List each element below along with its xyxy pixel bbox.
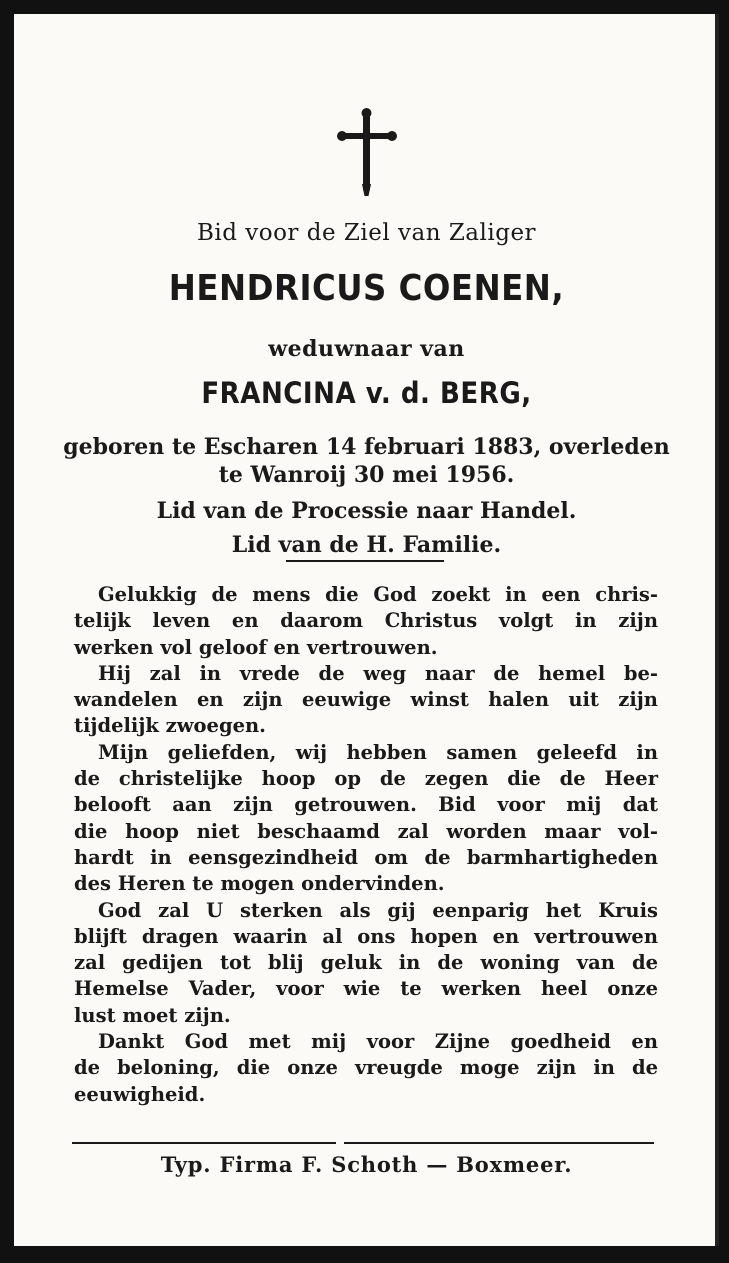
membership-line: Lid van de H. Familie. xyxy=(231,532,502,558)
prayer-text xyxy=(74,582,658,1108)
relation-line: weduwnaar van xyxy=(268,336,465,362)
divider xyxy=(344,1142,654,1144)
prayer-line: tijdelijk zwoegen. xyxy=(74,714,266,738)
prayer-line: wandelen en zijn eeuwige winst halen uit zijn xyxy=(74,688,658,712)
birth-death-line: geboren te Escharen 14 februari 1883, overleden xyxy=(63,434,670,460)
prayer-line: die hoop niet beschaamd zal worden maar vol- xyxy=(74,819,658,843)
cross-icon xyxy=(337,106,397,196)
prayer-line: Dankt God met mij voor Zijne goedheid en xyxy=(98,1030,658,1054)
prayer-line: des Heren te mogen ondervinden. xyxy=(74,872,445,896)
death-place-line: te Wanroij 30 mei 1956. xyxy=(218,462,515,488)
intro-line: Bid voor de Ziel van Zaliger xyxy=(196,220,537,246)
divider xyxy=(286,560,444,562)
prayer-line: Gelukkig de mens die God zoekt in een chris- xyxy=(98,583,658,606)
memorial-card xyxy=(14,14,719,1246)
prayer-line: hardt in eensgezindheid om de barmhartigheden xyxy=(74,845,658,869)
printer-credit: Typ. Firma F. Schoth — Boxmeer. xyxy=(160,1152,573,1177)
prayer-line: blijft dragen waarin al ons hopen en vertrouwen xyxy=(74,924,658,948)
prayer-line: lust moet zijn. xyxy=(74,1003,231,1027)
prayer-line: werken vol geloof en vertrouwen. xyxy=(74,635,438,659)
prayer-line: belooft aan zijn getrouwen. Bid voor mij dat xyxy=(74,793,658,817)
prayer-line: Hij zal in vrede de weg naar de hemel be- xyxy=(98,661,658,685)
deceased-name: HENDRICUS COENEN, xyxy=(168,268,565,309)
divider xyxy=(72,1142,336,1144)
prayer-line: de beloning, die onze vreugde moge zijn in de xyxy=(74,1056,658,1080)
prayer-line: Hemelse Vader, voor wie te werken heel onze xyxy=(74,977,658,1001)
prayer-line: Mijn geliefden, wij hebben samen geleefd in xyxy=(98,740,658,764)
prayer-line: telijk leven en daarom Christus volgt in zijn xyxy=(74,609,658,633)
prayer-line: de christelijke hoop op de zegen die de Heer xyxy=(74,767,658,791)
spouse-name: FRANCINA v. d. BERG, xyxy=(201,376,532,410)
prayer-line: zal gedijen tot blij geluk in de woning van de xyxy=(74,951,658,975)
membership-line: Lid van de Processie naar Handel. xyxy=(156,498,577,524)
prayer-line: eeuwigheid. xyxy=(74,1082,206,1106)
prayer-line: God zal U sterken als gij eenparig het Kruis xyxy=(98,898,658,922)
